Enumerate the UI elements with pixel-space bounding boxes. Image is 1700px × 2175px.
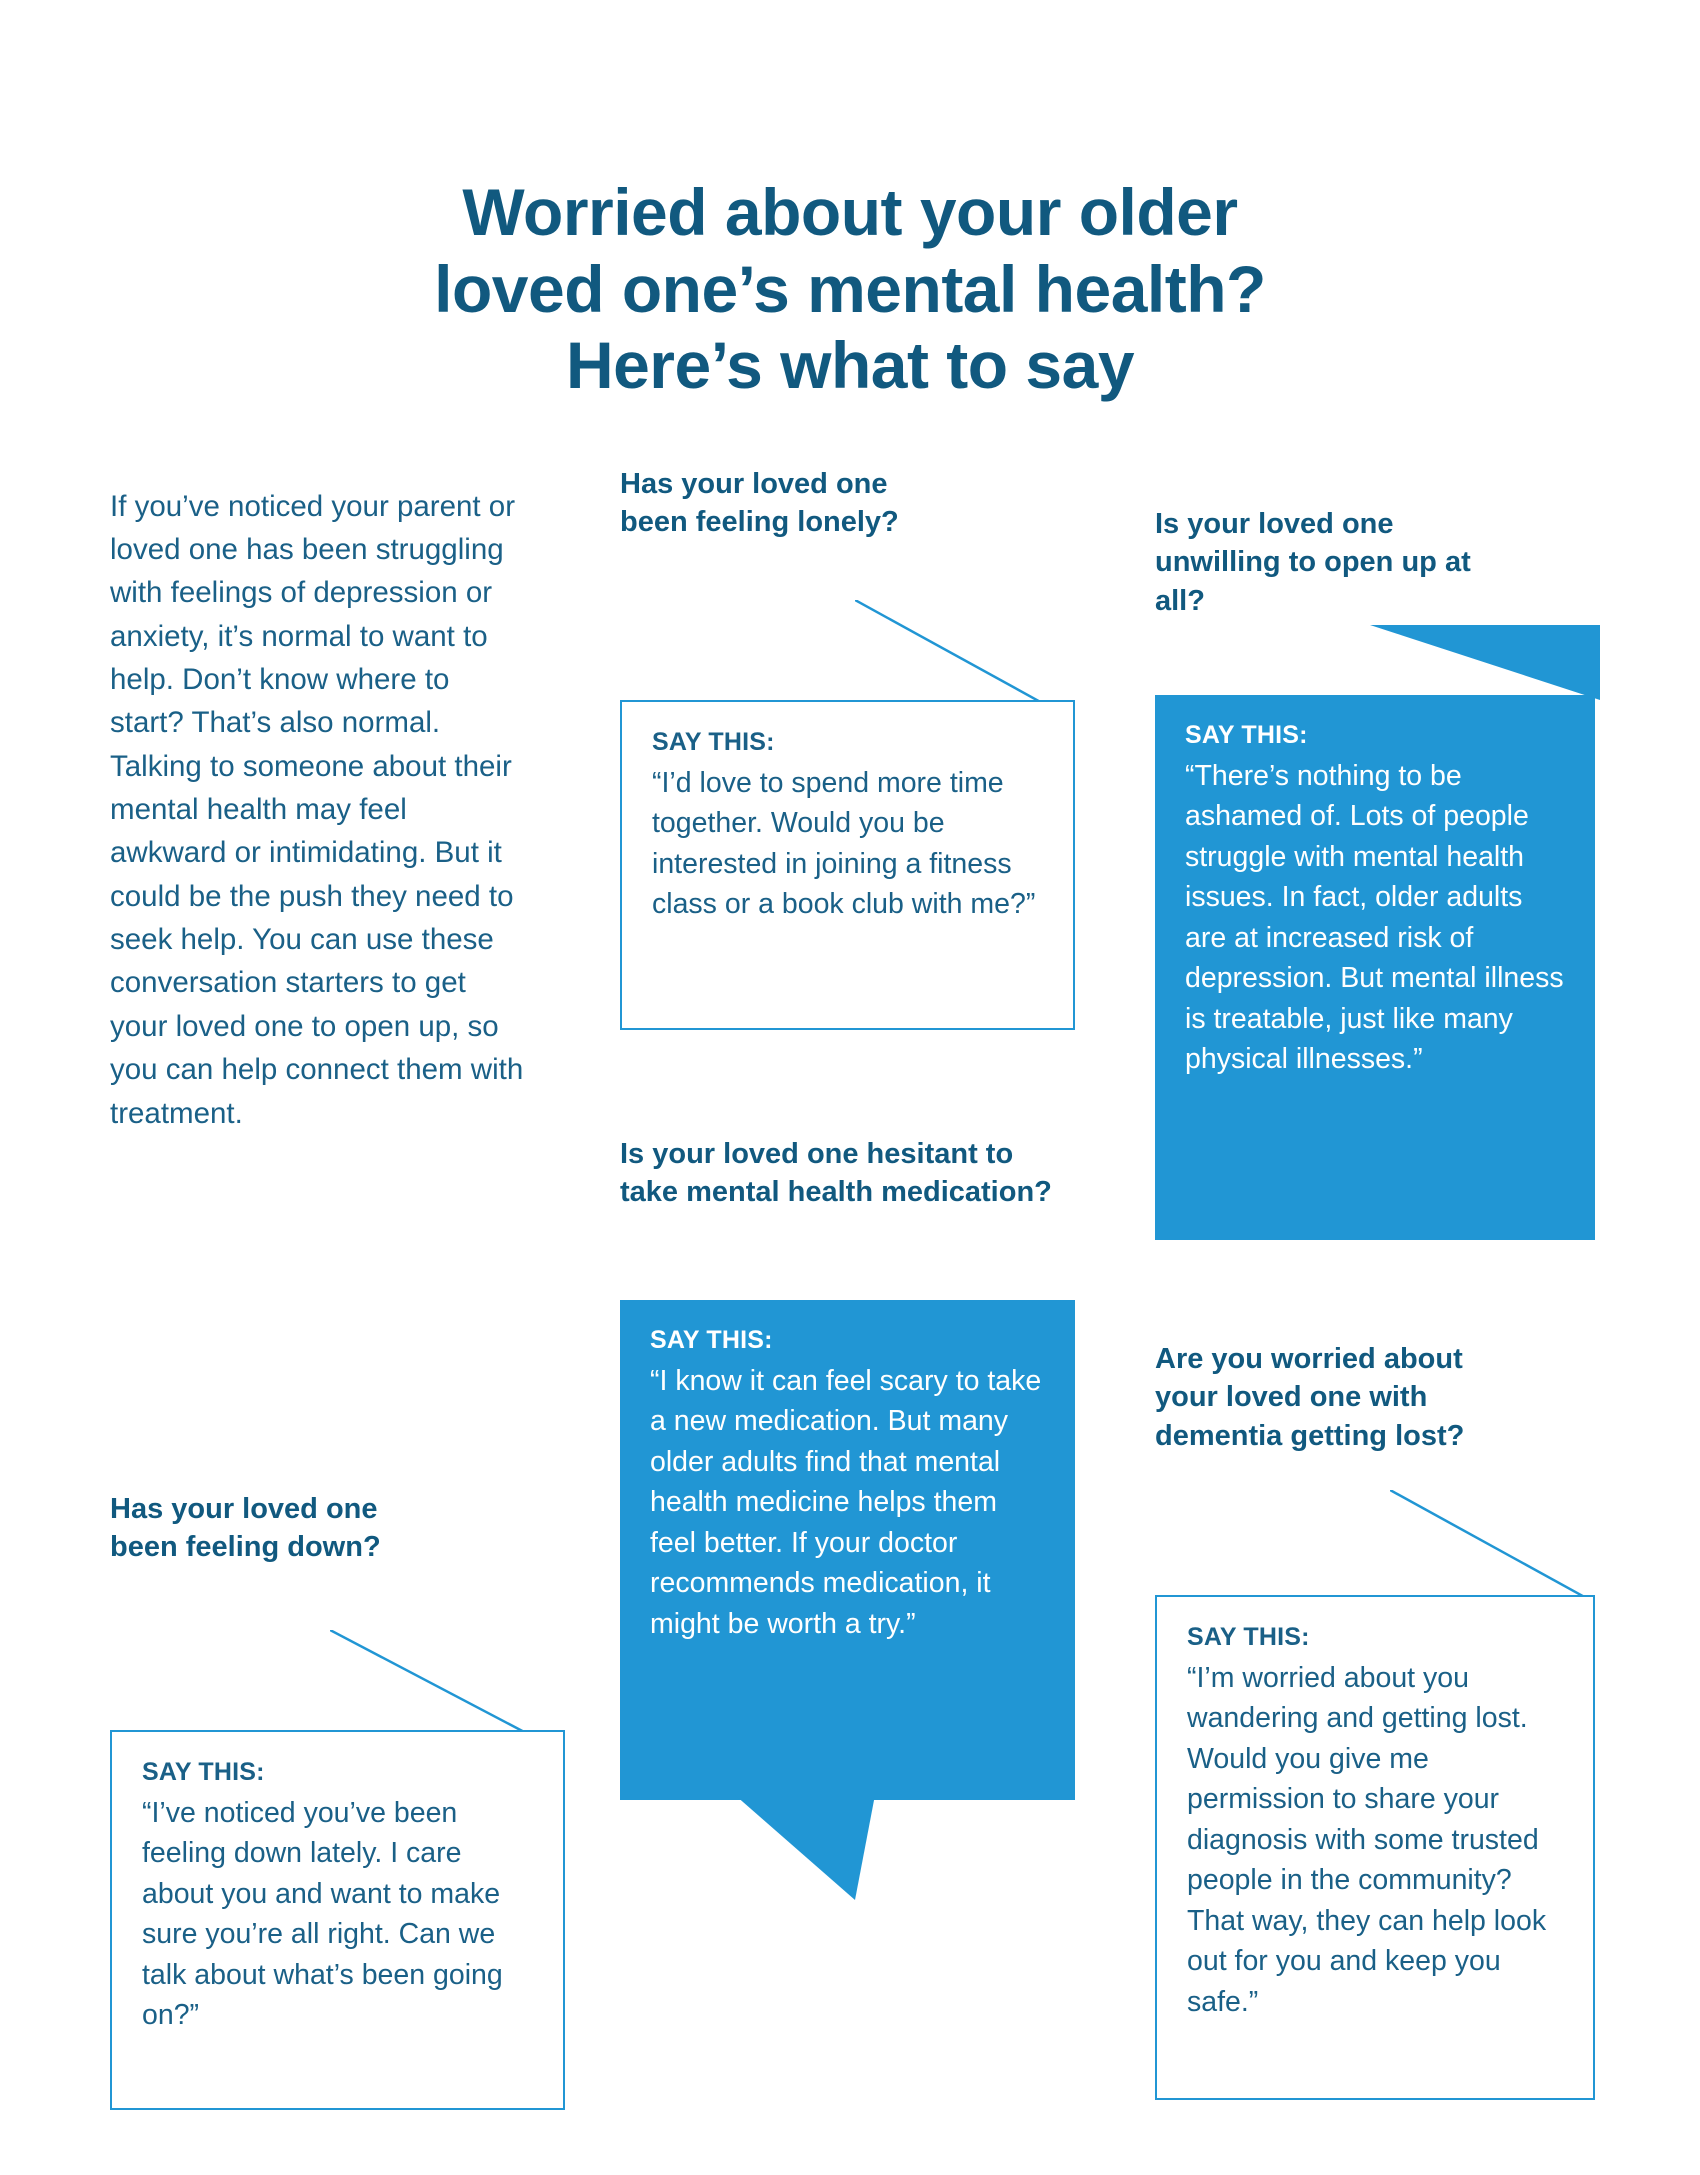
say-this-label-down: SAY THIS: bbox=[142, 1758, 265, 1786]
callout-unwilling bbox=[1155, 695, 1595, 1240]
title-line-1: Worried about your older bbox=[462, 175, 1238, 250]
title-line-3: Here’s what to say bbox=[565, 328, 1135, 403]
callout-dementia bbox=[1155, 1595, 1595, 2100]
question-heading-dementia: Are you worried about your loved one with dementia getting lost? bbox=[1155, 1343, 1465, 1452]
question-heading-down: Has your loved one been feeling down? bbox=[110, 1493, 381, 1564]
quote-down: “I’ve noticed you’ve been feeling down lately. I care about you and want to make sure you’re all right. Can we talk about what’s been going on?” bbox=[142, 1797, 503, 2032]
intro-paragraph: If you’ve noticed your parent or loved one has been struggling with feelings of depression or anxiety, it’s normal to want to help. Don’t know where to start? That’s also normal. Talking to someone about their mental health may feel awkward or intimidating. But it could be the push they need to seek help. You can use these conversation starters to get your loved one to open up, so you can help connect them with treatment. bbox=[110, 489, 524, 1130]
speech-tail-dementia bbox=[1390, 1490, 1590, 1600]
question-heading-unwilling: Is your loved one unwilling to open up at all? bbox=[1155, 508, 1471, 617]
speech-tail-medication bbox=[735, 1795, 875, 1900]
quote-medication: “I know it can feel scary to take a new medication. But many older adults find that mental health medicine helps them feel better. If your doctor recommends medication, it might be worth a try.” bbox=[650, 1365, 1042, 1640]
callout-medication bbox=[620, 1300, 1075, 1800]
speech-tail-down bbox=[330, 1630, 530, 1735]
page-title bbox=[0, 174, 1700, 404]
title-line-2: loved one’s mental health? bbox=[434, 251, 1266, 326]
question-heading-medication: Is your loved one hesitant to take mental health medication? bbox=[620, 1138, 1052, 1209]
quote-lonely: “I’d love to spend more time together. Would you be interested in joining a fitness class or a book club with me?” bbox=[652, 767, 1036, 921]
quote-unwilling: “There’s nothing to be ashamed of. Lots of people struggle with mental health issues. In fact, older adults are at increased risk of depression. But mental illness is treatable, just like many physical illnesses.” bbox=[1185, 760, 1564, 1076]
callout-lonely bbox=[620, 700, 1075, 1030]
say-this-label-dementia: SAY THIS: bbox=[1187, 1623, 1310, 1651]
say-this-label-medication: SAY THIS: bbox=[650, 1326, 773, 1354]
say-this-label-unwilling: SAY THIS: bbox=[1185, 721, 1308, 749]
callout-down bbox=[110, 1730, 565, 2110]
quote-dementia: “I’m worried about you wandering and getting lost. Would you give me permission to share your diagnosis with some trusted people in the community? That way, they can help look out for you and keep you safe.” bbox=[1187, 1662, 1547, 2018]
speech-tail-lonely bbox=[855, 600, 1055, 710]
say-this-label-lonely: SAY THIS: bbox=[652, 728, 775, 756]
speech-tail-unwilling bbox=[1370, 625, 1600, 700]
question-heading-lonely: Has your loved one been feeling lonely? bbox=[620, 468, 899, 539]
